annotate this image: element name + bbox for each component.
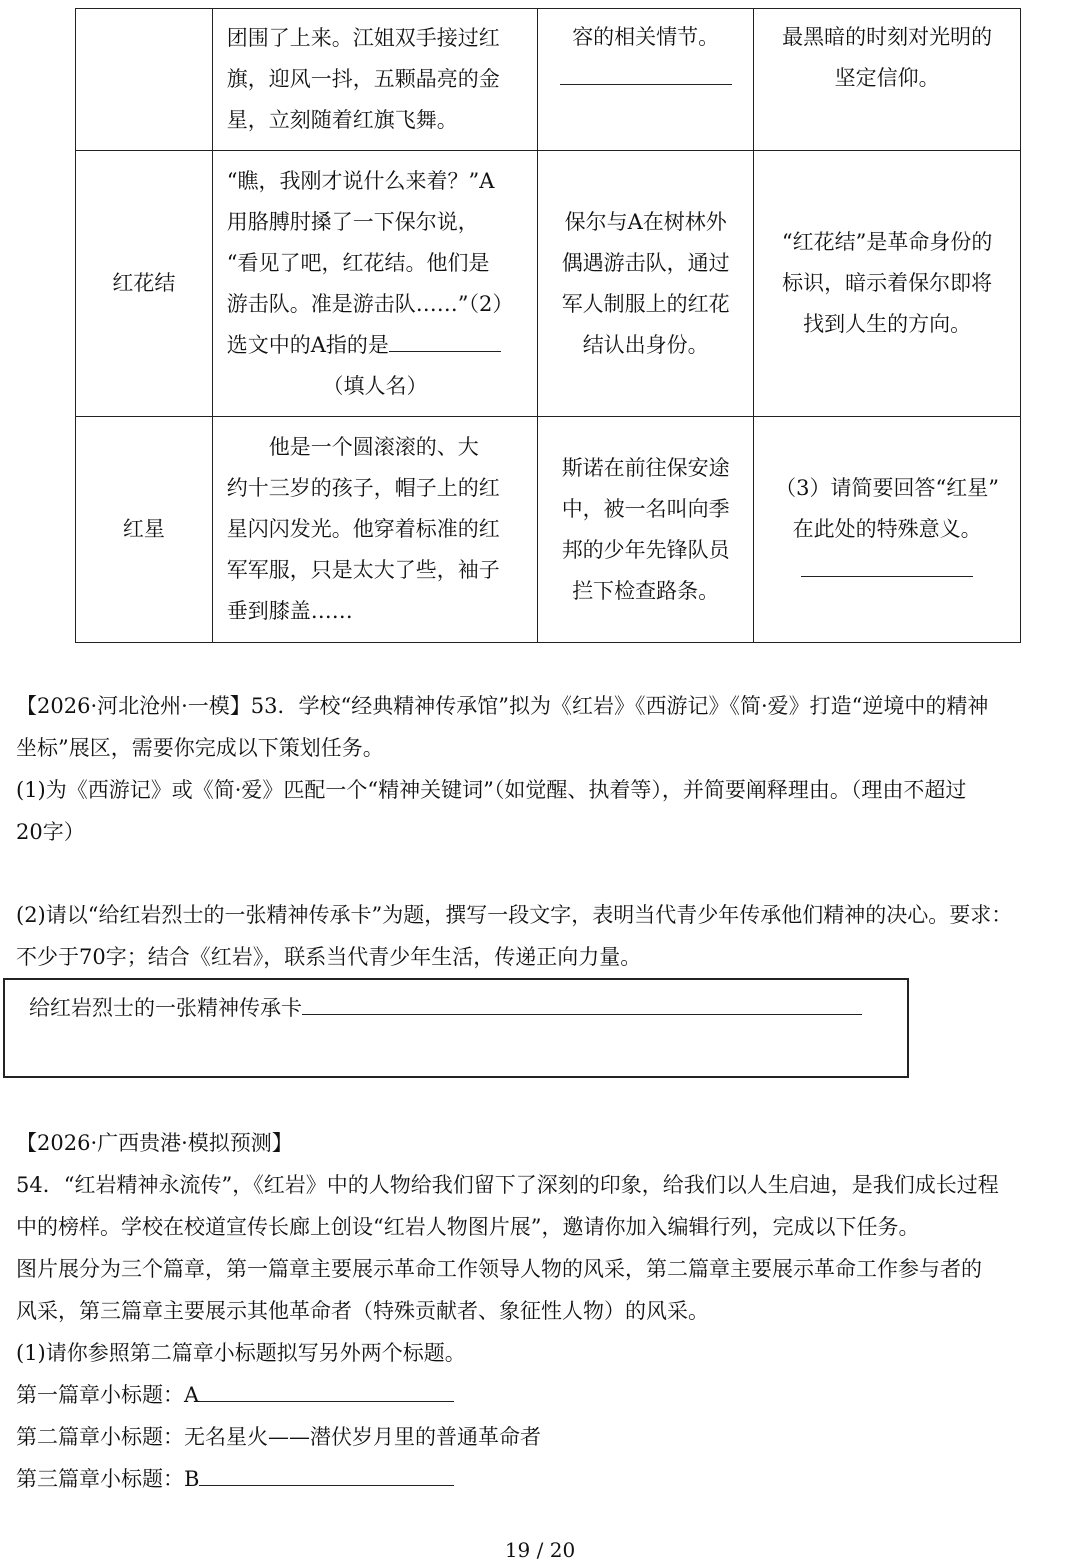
q54-source: 【2026·广西贵港·模拟预测】: [16, 1131, 293, 1155]
meaning-cell: [754, 417, 1021, 643]
excerpt-line: 团围了上来。江姐双手接过红: [226, 26, 500, 50]
q53-part1: (1)为《西游记》或《简·爱》匹配一个“精神关键词”（如觉醒、执着等），并简要阐释理由。（理由不超过: [16, 778, 967, 802]
excerpt-line: 游击队。准是游击队……”（2）: [226, 291, 514, 316]
plot-cell: [538, 417, 754, 643]
answer-blank[interactable]: [199, 1463, 454, 1486]
plot-cell: [538, 9, 754, 151]
item-name-cell: [76, 9, 213, 151]
excerpt-line: 军军服，只是太大了些，袖子: [226, 558, 500, 582]
item-name: 红花结: [112, 271, 176, 295]
excerpt-line: 他是一个圆滚滚的、大: [268, 435, 479, 459]
meaning-cell: [754, 151, 1021, 417]
meaning-line: “红花结”是革命身份的: [781, 230, 993, 254]
meaning-cell: [754, 9, 1021, 151]
table-row: [76, 151, 1021, 417]
excerpt-line: 旗，迎风一抖，五颗晶亮的金: [226, 67, 500, 91]
plot-line: 结认出身份。: [582, 332, 709, 357]
item-name-cell: [76, 417, 213, 643]
excerpt-cell: [212, 9, 537, 151]
q54-line: 54．“红岩精神永流传”，《红岩》中的人物给我们留下了深刻的印象，给我们以人生启迪，是我们成长过程: [16, 1173, 999, 1197]
plot-cell: [538, 151, 754, 417]
meaning-line: 最黑暗的时刻对光明的: [782, 25, 993, 49]
table-row: [76, 417, 1021, 643]
plot-line: 偶遇游击队，通过: [561, 250, 730, 275]
q54-subtitle-2: 第二篇章小标题：无名星火——潜伏岁月里的普通革命者: [16, 1425, 541, 1449]
excerpt-cell: [212, 417, 537, 643]
plot-line: 斯诺在前往保安途: [561, 455, 730, 480]
table-row: [76, 9, 1021, 151]
page-number: 19 / 20: [504, 1538, 576, 1562]
q54-task: (1)请你参照第二篇章小标题拟写另外两个标题。: [16, 1341, 466, 1365]
excerpt-line: 星，立刻随着红旗飞舞。: [226, 108, 458, 132]
excerpt-line: 星闪闪发光。他穿着标准的红: [226, 517, 500, 541]
answer-blank[interactable]: [801, 554, 973, 577]
answer-blank[interactable]: [302, 992, 862, 1015]
q53-part2-cont: 不少于70字；结合《红岩》，联系当代青少年生活，传递正向力量。: [16, 945, 642, 969]
q53-part1-cont: 20字）: [16, 820, 85, 844]
q54-subtitle-b: 第三篇章小标题：B: [16, 1458, 1076, 1500]
plot-line: 军人制服上的红花: [561, 291, 730, 316]
excerpt-line: 用胳膊肘搡了一下保尔说，: [226, 209, 479, 234]
q53-part2: (2)请以“给红岩烈士的一张精神传承卡”为题，撰写一段文字，表明当代青少年传承他们精神的决心。要求：: [16, 903, 1013, 927]
excerpt-line: 约十三岁的孩子，帽子上的红: [226, 476, 500, 500]
excerpt-line: “看见了吧，红花结。他们是: [226, 250, 490, 275]
card-title-text: 给红岩烈士的一张精神传承卡: [29, 996, 302, 1020]
answer-blank[interactable]: [560, 62, 732, 85]
q54-line: 中的榜样。学校在校道宣传长廊上创设“红岩人物图片展”，邀请你加入编辑行列，完成以下任务。: [16, 1215, 920, 1239]
plot-line: 容的相关情节。: [572, 25, 720, 49]
plot-line: 中，被一名叫向季: [561, 496, 730, 521]
item-name-cell: [76, 151, 213, 417]
q54-line: 风采，第三篇章主要展示其他革命者（特殊贡献者、象征性人物）的风采。: [16, 1299, 709, 1323]
meaning-line: （3）请简要回答“红星”: [775, 476, 999, 500]
excerpt-line: 选文中的A指的是: [226, 332, 389, 357]
plot-line: 拦下检查路条。: [572, 578, 720, 603]
answer-blank[interactable]: [389, 329, 501, 352]
excerpt-cell: [212, 151, 537, 417]
meaning-line: 标识，暗示着保尔即将: [782, 271, 993, 295]
q54-subtitle-a: 第一篇章小标题：A: [16, 1374, 1076, 1416]
meaning-line: 坚定信仰。: [834, 66, 940, 90]
q53-header: 【2026·河北沧州·一模】53．学校“经典精神传承馆”拟为《红岩》《西游记》《简·爱》打造“逆境中的精神: [16, 694, 989, 718]
plot-line: 邦的少年先锋队员: [561, 537, 730, 562]
meaning-line: 在此处的特殊意义。: [792, 517, 982, 541]
excerpt-line: （填人名）: [322, 373, 428, 398]
plot-line: 保尔与A在树林外: [564, 209, 727, 234]
spirit-card-answer-box[interactable]: [3, 978, 909, 1078]
excerpt-line: 垂到膝盖……: [226, 599, 353, 623]
q54-line: 图片展分为三个篇章，第一篇章主要展示革命工作领导人物的风采，第二篇章主要展示革命工作参与者的: [16, 1257, 982, 1281]
card-title: [29, 992, 862, 1024]
q53-header-cont: 坐标”展区，需要你完成以下策划任务。: [16, 736, 384, 760]
item-name: 红星: [122, 517, 165, 541]
answer-blank[interactable]: [199, 1379, 454, 1402]
meaning-line: 找到人生的方向。: [803, 312, 972, 336]
excerpt-line: “瞧，我刚才说什么来着？”A: [226, 168, 495, 193]
question-table: [75, 8, 1021, 643]
